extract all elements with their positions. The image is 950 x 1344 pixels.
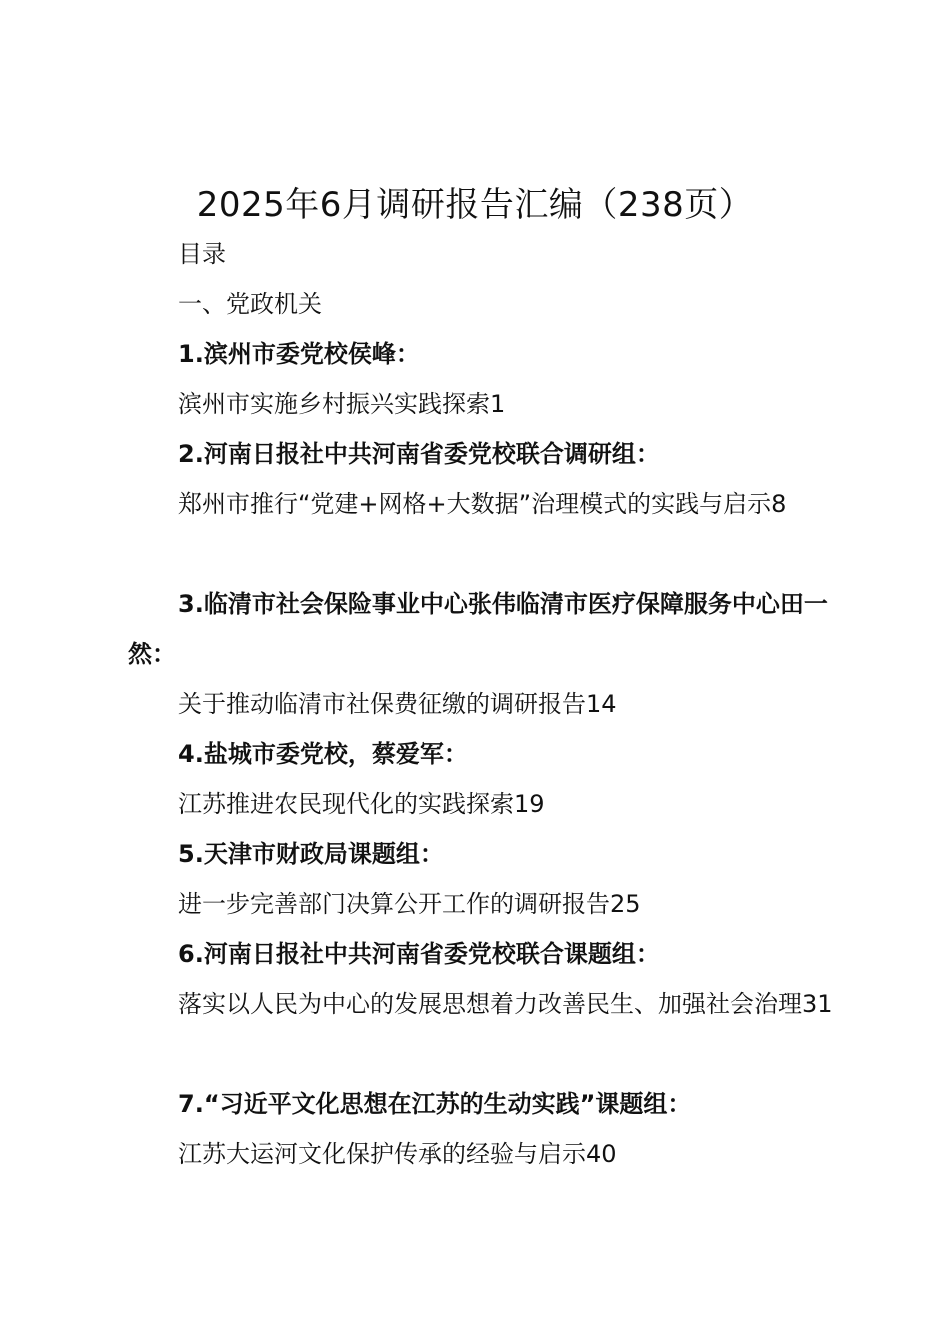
entry-report: 关于推动临清市社保费征缴的调研报告14 [178, 690, 617, 718]
entry-author: 6.河南日报社中共河南省委党校联合课题组： [178, 940, 660, 968]
section-heading: 一、党政机关 [178, 290, 322, 318]
entry-report: 江苏推进农民现代化的实践探索19 [178, 790, 545, 818]
entry-author: 2.河南日报社中共河南省委党校联合调研组： [178, 440, 660, 468]
document-title: 2025年6月调研报告汇编（238页） [196, 185, 754, 225]
entry-author: 3.临清市社会保险事业中心张伟临清市医疗保障服务中心田一然： [128, 590, 828, 668]
toc-heading: 目录 [178, 240, 226, 268]
entry-report: 落实以人民为中心的发展思想着力改善民生、加强社会治理31 [178, 990, 833, 1018]
entry-author: 7.“习近平文化思想在江苏的生动实践”课题组： [178, 1090, 692, 1118]
entry-author: 5.天津市财政局课题组： [178, 840, 444, 868]
entry-author: 4.盐城市委党校，蔡爱军： [178, 740, 468, 768]
entry-report: 江苏大运河文化保护传承的经验与启示40 [178, 1140, 617, 1168]
entry-author: 1.滨州市委党校侯峰： [178, 340, 420, 368]
entry-report: 滨州市实施乡村振兴实践探索1 [178, 390, 506, 418]
entry-report: 进一步完善部门决算公开工作的调研报告25 [178, 890, 641, 918]
entry-report: 郑州市推行“党建+网格+大数据”治理模式的实践与启示8 [178, 490, 787, 518]
